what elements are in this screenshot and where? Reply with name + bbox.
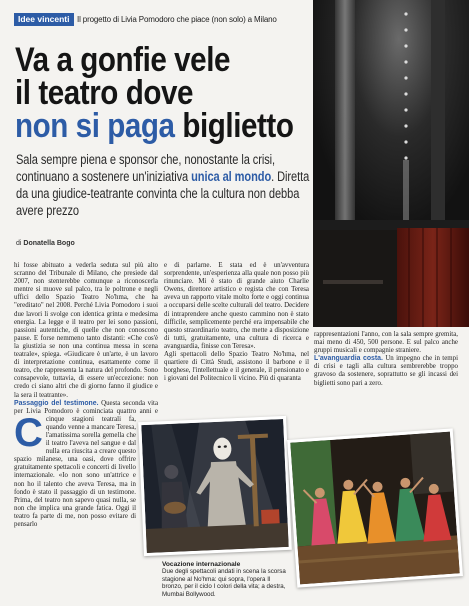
- article-column-1: [14, 262, 158, 600]
- kicker: Il progetto di Livia Pomodoro che piace (non solo) a Milano: [77, 15, 277, 24]
- headline-accent: non si paga: [15, 107, 175, 145]
- caption-title: Vocazione internazionale: [162, 561, 241, 568]
- byline-author: Donatella Bogo: [23, 240, 75, 247]
- article-column-3: [314, 331, 458, 423]
- theater-stage-photo: [313, 0, 469, 327]
- drop-cap: C: [14, 411, 43, 455]
- section-badge: Idee vincenti: [14, 13, 74, 26]
- headline-rest: biglietto: [174, 107, 294, 145]
- subhead-part-2: . Diretta da una giudice-teatrante convinta che la cultura non debba avere prezzo: [16, 169, 310, 218]
- paragraph-intro-text: hi fosse abituato a vederla seduta sul più alto scranno del Tribunale di Milano, che presiede dal 2007, non stenterebbe comunque a riconoscerla mentre si muove sul palco, tra le poltrone e negli uffici dello Spazio Teatro No'hma, che ha "ereditato" nel 2008. Perché Livia Pomodoro i suoi due lavori li svolge con identica grinta e medesima energia. La legge e il teatro per lei sono passioni, passioni autentiche, di quelle che non conoscono pause. E forse nemmeno tanto distanti: «Che cos'è la giustizia se non una continua messa in scena teatrale», spiega. «Giudicare è un'arte, è un lavoro di interpretazione continua, esattamente come il teatro, che rappresenta la natura del profondo. Sono consapevole, tuttavia, di essere un'eccezione: non credo ci siano altri che di giorno fanno il giudice e la sera il teatrante».: [14, 262, 158, 399]
- byline-prefix: di: [16, 240, 24, 247]
- paragraph-rappresentazioni: rappresentazioni l'anno, con la sala sempre gremita, mai meno di 450, 500 persone. E sul palco anche gruppi musicali e compagnie straniere.: [314, 331, 458, 355]
- article-column-2: [164, 262, 309, 417]
- headline-line-3: [15, 107, 294, 145]
- caption-text: Due degli spettacoli andati in scena la scorsa stagione al No'hma: qui sopra, l'opera Il bronzo, per il ciclo I colori della vita; a destra, Mumbai Bollywood.: [162, 568, 286, 598]
- paragraph-avanguardia: [314, 355, 458, 387]
- subhead-accent: unica al mondo: [191, 169, 272, 184]
- paragraph-spettacoli: Agli spettacoli dello Spazio Teatro No'hma, nel quartiere di Città Studi, assistono il barbone e il borghese, l'intellettuale e il generale, il pensionato e i giovani del Politecnico lì vicino. Più di quaranta: [164, 351, 309, 383]
- paragraph-avanguardia-text: Un impegno che in tempi di crisi e tagli alla cultura sembrerebbe troppo gravoso da sostenere, soprattutto se gli incassi dei biglietti sono pari a zero.: [314, 355, 458, 387]
- paragraph-testimone-text: Questa seconda vita per Livia Pomodoro è cominciata quattro anni e cinque stagioni teatrali fa, quando venne a mancare Teresa, l'amatissima sorella gemella che il teatro l'aveva nel sangue e dal nulla era riuscita a creare questo spazio milanese, una oasi, dove offrire gratuitamente spettacoli e concerti di livello internazionale. «Io non sono un'attrice e non ho il talento che aveva Teresa, ma in fondo è stato il passaggio di un testimone. Prima, del teatro non sapevo quasi nulla, se non che implica una grande fatica. Oggi il teatro fa parte di me, non posso evitare di pensarlo: [14, 399, 158, 528]
- section-title-testimone: Passaggio del testimone.: [14, 399, 99, 407]
- section-title-avanguardia: L'avanguardia costa.: [314, 355, 383, 363]
- headline-line-1: Va a gonfie vele: [15, 41, 230, 79]
- byline: [16, 239, 75, 248]
- il-bronzo-performance-photo: [138, 416, 292, 556]
- mumbai-bollywood-performance-photo: [287, 428, 463, 587]
- headline-line-2: il teatro dove: [15, 74, 194, 112]
- photo-caption: [162, 561, 290, 600]
- subheading: [16, 151, 310, 219]
- paragraph-parlarne: e di parlarne. È stata ed è un'avventura sorprendente, un'esperienza alla quale non posso più rinunciare. Mi è stato di grande aiuto Charlie Owens, direttore artistico e regista che con Teresa aveva un rapporto vitale molto forte e oggi continua a occuparsi delle scelte culturali del teatro. Decidere di intraprendere anche questo cammino non è stato difficile, semplicemente perché era impensabile che questo straordinario teatro, che mette a disposizione di tutti, gratuitamente, una cultura di ricerca e avanguardia, finisse con Teresa».: [164, 262, 309, 350]
- subhead-part-1: Sala sempre piena e sponsor che, nonostante la crisi, continuano a sostenere un'iniziativa: [16, 152, 276, 184]
- headline: [15, 41, 294, 145]
